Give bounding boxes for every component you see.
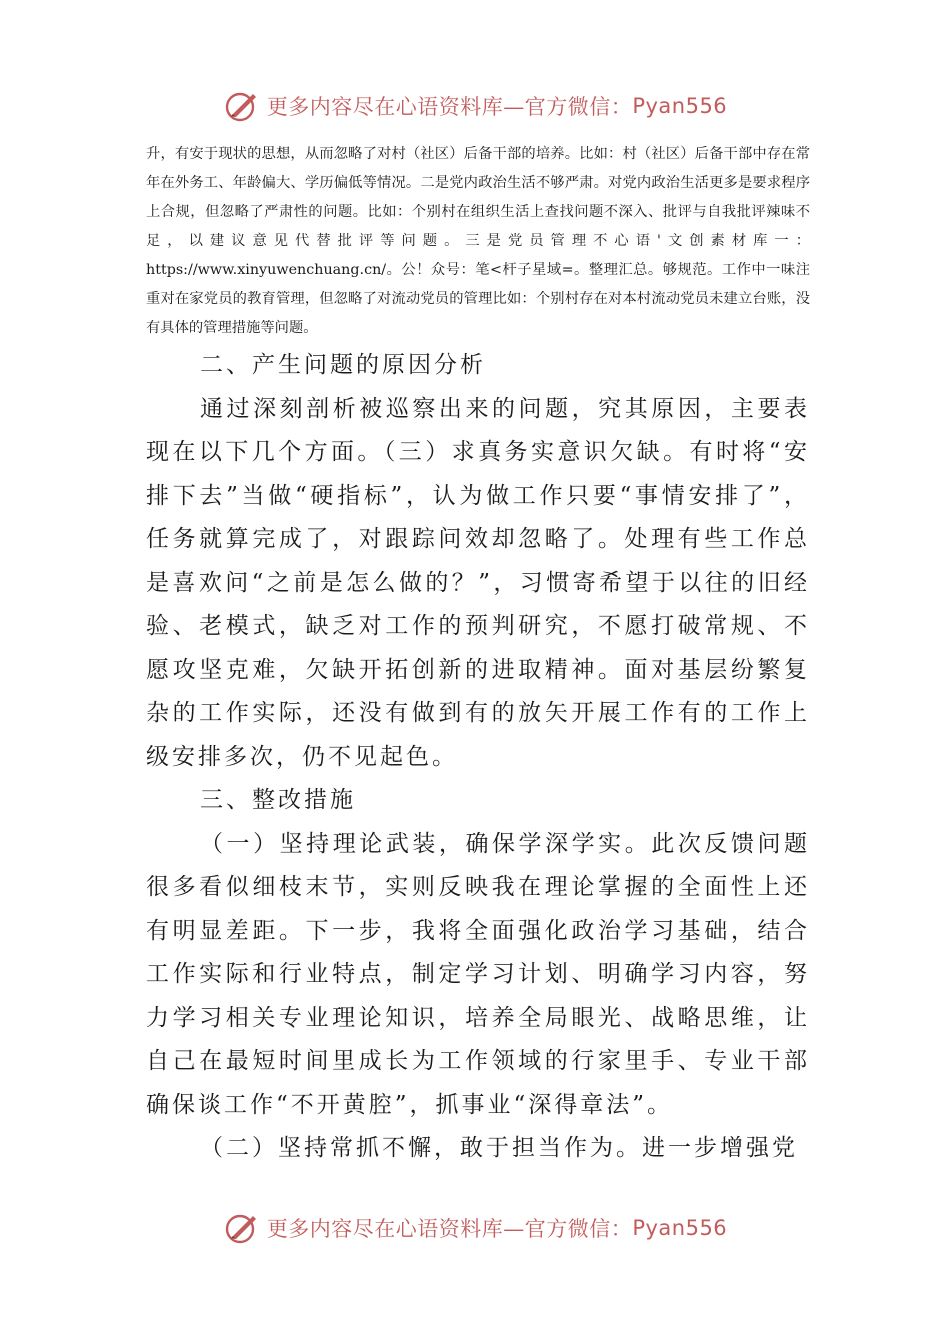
pen-on-circle-logo-icon	[223, 1210, 263, 1246]
section3-paragraph-1: （一）坚持理论武装，确保学深学实。此次反馈问题很多看似细枝末节，实则反映我在理论掌握的全面性上还有明显差距。下一步，我将全面强化政治学习基础，结合工作实际和行业特点，制定学习计划、明确学习内容，努力学习相关专业理论知识，培养全局眼光、战略思维，让自己在最短时间里成长为工作领域的行家里手、专业干部确保谈工作“不开黄腔”，抓事业“深得章法”。	[146, 830, 810, 1118]
footer-banner	[0, 1208, 950, 1248]
banner-text: 更多内容尽在心语资料库—官方微信：	[266, 1217, 633, 1241]
banner-wechat-id: Pyan556	[632, 94, 728, 118]
section2-heading: 二、产生问题的原因分析	[200, 352, 486, 378]
intro-paragraph: 升，有安于现状的思想，从而忽略了对村（社区）后备干部的培养。比如：村（社区）后备干部中存在常年在外务工、年龄偏大、学历偏低等情况。二是党内政治生活不够严肃。对党内政治生活更多是要求程序上合规，但忽略了严肃性的问题。比如：个别村在组织生活上查找问题不深入、批评与自我批评辣味不足，以建议意见代替批评等问题。三是党员管理不心语'文创素材库一：https://www.xinyuwenchuang.cn/。公！众号：笔<杆子星域=。整理汇总。够规范。工作中一味注重对在家党员的教育管理，但忽略了对流动党员的管理比如：个别村存在对本村流动党员未建立台账，没有具体的管理措施等问题。	[146, 146, 810, 336]
main-content	[146, 344, 810, 1171]
banner-text: 更多内容尽在心语资料库—官方微信：	[266, 95, 633, 119]
section2-paragraph: 通过深刻剖析被巡察出来的问题，究其原因，主要表现在以下几个方面。（三）求真务实意识欠缺。有时将“安排下去”当做“硬指标”，认为做工作只要“事情安排了”，任务就算完成了，对跟踪问效却忽略了。处理有些工作总是喜欢问“之前是怎么做的？”，习惯寄希望于以往的旧经验、老模式，缺乏对工作的预判研究，不愿打破常规、不愿攻坚克难，欠缺开拓创新的进取精神。面对基层纷繁复杂的工作实际，还没有做到有的放矢开展工作有的工作上级安排多次，仍不见起色。	[146, 395, 810, 770]
section3-heading: 三、整改措施	[200, 787, 356, 813]
banner-wechat-id: Pyan556	[632, 1216, 728, 1240]
section3-paragraph-2: （二）坚持常抓不懈，敢于担当作为。进一步增强党	[200, 1135, 798, 1161]
pen-on-circle-logo-icon	[223, 88, 263, 124]
header-banner	[0, 86, 950, 126]
intro-block	[146, 140, 810, 343]
